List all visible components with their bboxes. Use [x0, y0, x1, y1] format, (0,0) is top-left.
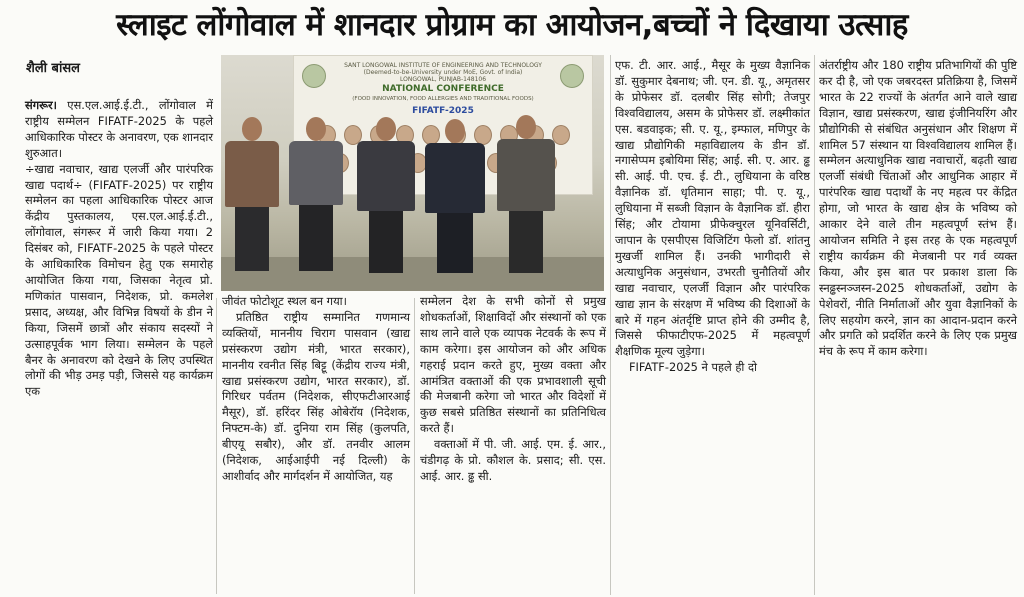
institute-logo-right: [560, 64, 584, 88]
banner-title: FIFATF-2025: [412, 106, 474, 116]
dateline: संगरूर।: [25, 98, 57, 112]
article-column-5: [819, 58, 1017, 594]
article-column-4: [615, 58, 810, 594]
column-divider: [414, 298, 415, 594]
banner-line: (Deemed-to-be-University under MoE, Govt. of India): [363, 69, 523, 76]
paragraph: सम्मेलन देश के सभी कोनों से प्रमुख शोधकर्ताओं, शिक्षाविदों और संस्थानों को एक साथ लाने वाले एक व्यापक नेटवर्क के रूप में काम करेगा। इस आयोजन को और अधिक गहराई प्रदान करते हुए, मुख्य वक्ता और आमंत्रित वक्ताओं की एक प्रभावशाली सूची की मेजबानी करेगा जो भारत और विदेशों में कुछ सबसे प्रतिष्ठित संस्थानों का प्रतिनिधित्व करते हैं।: [420, 294, 606, 436]
byline: शैली बांसल: [26, 61, 80, 76]
headline: स्लाइट लोंगोवाल में शानदार प्रोग्राम का आयोजन,बच्चों ने दिखाया उत्साह: [116, 7, 908, 43]
article-column-3: [420, 294, 606, 594]
article-column-2: [222, 294, 410, 594]
paragraph: एस.एल.आई.ई.टी., लोंगोवाल में राष्ट्रीय सम्मेलन FIFATF-2025 के पहले आधिकारिक पोस्टर के अनावरण, एक शानदार शुरुआत।: [25, 98, 213, 160]
banner-subtitle: (FOOD INNOVATION, FOOD ALLERGIES AND TRADITIONAL FOODS): [352, 96, 534, 102]
event-photo: [221, 55, 604, 291]
column-divider: [814, 55, 815, 595]
paragraph: प्रतिष्ठित राष्ट्रीय सम्मानित गणमान्य व्यक्तियों, माननीय चिराग पासवान (खाद्य प्रसंस्करण उद्योग मंत्री, भारत सरकार), माननीय रवनीत सिंह बिट्टू (केंद्रीय राज्य मंत्री, खाद्य प्रसंस्करण उद्योग, भारत सरकार), डॉ. गिरिधर पर्वतम (निदेशक, सीएफटीआरआई मैसूर), डॉ. हरिंदर सिंह ओबेरॉय (निदेशक, निफ्टम-के) डॉ. दुनिया राम सिंह (कुलपति, बीएयू सबौर), और डॉ. तनवीर आलम (निदेशक, आईआईपी नई दिल्ली) के आशीर्वाद और मार्गदर्शन में आयोजित, यह: [222, 309, 410, 483]
paragraph: एफ. टी. आर. आई., मैसूर के मुख्य वैज्ञानिक डॉ. सुकुमार देबनाथ; जी. एन. डी. यू., अमृतसर के प्रोफेसर डॉ. दलबीर सिंह सोगी; तेजपुर विश्वविद्यालय, असम के प्रोफेसर डॉ. लक्ष्मीकांत एस. बडवाइक; सी. ए. यू., इम्फाल, मणिपुर के खाद्य प्रौद्योगिकी महाविद्यालय के डीन डॉ. नगासेप्पम इबोयिमा सिंह; आई. सी. ए. आर. ढ्ढ सी. आई. पी. एच. ई. टी., लुधियाना के वरिष्ठ वैज्ञानिक डॉ. धृतिमान साहा; पी. ए. यू., लुधियाना में सब्जी विज्ञान के वैज्ञानिक डॉ. हीरा सिंह; और टोयामा प्रीफेक्चुरल यूनिवर्सिटी, जापान के एसपीएस विजिटिंग फेलो डॉ. शांतनु मुखर्जी शामिल हैं। उनकी भागीदारी से अत्याधुनिक अनुसंधान, उभरती चुनौतियों और खाद्य नवाचार, एलर्जी विज्ञान और पारंपरिक खाद्य ज्ञान के संरक्षण में भविष्य की दिशाओं के बारे में गहन अंतर्दृष्टि प्राप्त होने की उम्मीद है, जिससे फीफाटीएफ-2025 में महत्वपूर्ण शैक्षणिक मूल्य जुड़ेगा।: [615, 58, 810, 359]
column-divider: [216, 298, 217, 594]
ground: [221, 257, 604, 291]
paragraph: अंतर्राष्ट्रीय और 180 राष्ट्रीय प्रतिभागियों की पुष्टि कर दी है, जो एक जबरदस्त प्रतिक्रिया है, जिसमें भारत के 22 राज्यों के अंतर्गत आने वाले खाद्य विज्ञान, खाद्य प्रसंस्करण, खाद्य इंजीनियरिंग और प्रौद्योगिकी से संबंधित अनुसंधान और शिक्षण में शामिल 57 संस्थान या विश्वविद्यालय शामिल हैं। सम्मेलन अत्याधुनिक खाद्य नवाचारों, बढ़ती खाद्य एलर्जी संबंधी चिंताओं और आधुनिक आहार में पारंपरिक खाद्य पदार्थों के नए महत्व पर केंद्रित होगा, जो भारत के खाद्य क्षेत्र के भविष्य को आकार देने वाले तीन महत्वपूर्ण स्तंभ हैं। आयोजन समिति ने इस तरह के एक महत्वपूर्ण राष्ट्रीय कार्यक्रम की मेजबानी पर गर्व व्यक्त किया, और इस बात पर प्रकाश डाला कि स्नढ्ढस्नञ्जस्न-2025 शोधकर्ताओं, उद्योग के पेशेवरों, नीति निर्माताओं और युवा वैज्ञानिकों के लिए सहयोग करने, ज्ञान का आदान-प्रदान करने और प्रगति को प्रदर्शित करने के लिए एक प्रमुख मंच के रूप में काम करेगा।: [819, 58, 1017, 359]
banner-line: LONGOWAL, PUNJAB-148106: [399, 76, 487, 83]
paragraph: ÷खाद्य नवाचार, खाद्य एलर्जी और पारंपरिक खाद्य पदार्थ÷ (FIFATF-2025) पर राष्ट्रीय सम्मेलन का पहला आधिकारिक पोस्टर आज केंद्रीय पुस्तकालय, एस.एल.आई.ई.टी., लोंगोवाल, संगरूर में जारी किया गया। 2 दिसंबर को, FIFATF-2025 के पहले पोस्टर के आधिकारिक विमोचन हेतु एक समारोह आयोजित किया गया, जिसका नेतृत्व प्रो. मणिकांत पासवान, निदेशक, प्रो. कमलेश प्रसाद, अध्यक्ष, और विभिन्न विषयों के डीन ने किया, जिसमें छात्रों और संकाय सदस्यों ने उत्साहपूर्वक भाग लिया। सम्मेलन के पहले बैनर के अनावरण को देखने के लिए उपस्थित लोगों की भीड़ उमड़ पड़ी, जिससे यह कार्यक्रम एक: [25, 161, 213, 399]
banner-line: SANT LONGOWAL INSTITUTE OF ENGINEERING AND TECHNOLOGY: [344, 62, 542, 69]
article-column-1: [25, 98, 213, 594]
column-divider: [610, 55, 611, 595]
paragraph: जीवंत फोटोशूट स्थल बन गया।: [222, 294, 347, 308]
paragraph: FIFATF-2025 ने पहले ही दो: [629, 360, 757, 375]
institute-logo: [302, 64, 326, 88]
paragraph: वक्ताओं में पी. जी. आई. एम. ई. आर., चंडीगढ़ के प्रो. कौशल के. प्रसाद; सी. एस. आई. आर. ढ्ढ सी.: [420, 437, 606, 483]
banner-conference: NATIONAL CONFERENCE: [382, 84, 504, 94]
